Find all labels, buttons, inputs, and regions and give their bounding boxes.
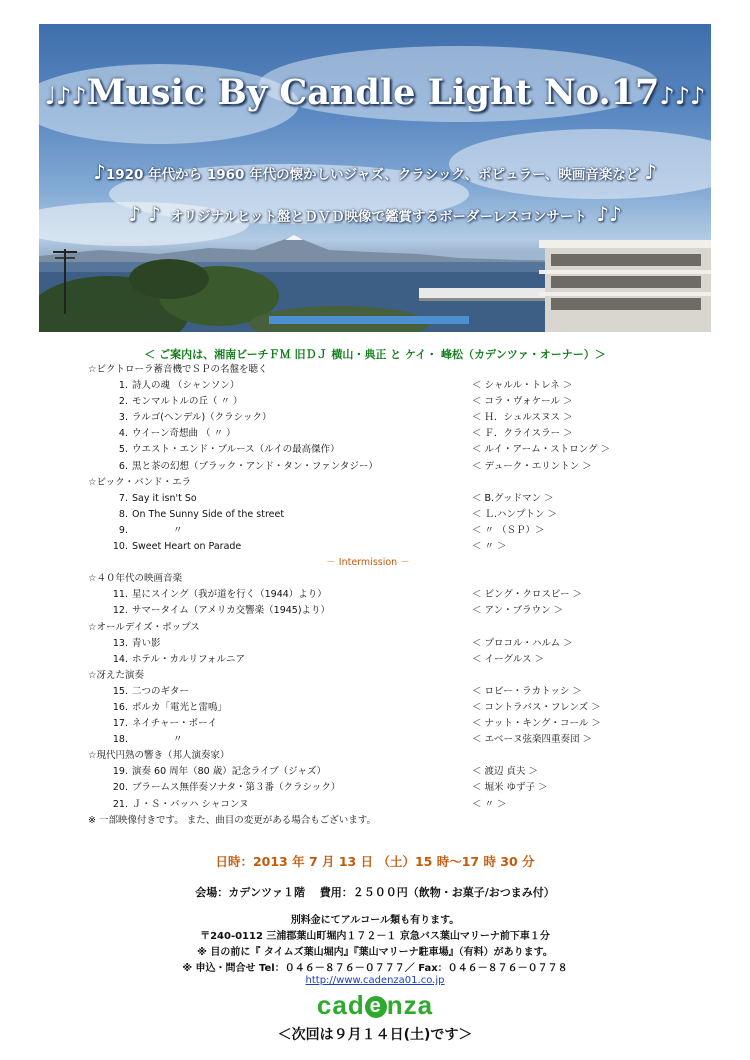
track-number: 14. (112, 653, 128, 665)
parking-note: ※ 目の前に『 タイムズ葉山堀内』『葉山マリーナ駐車場』（有料）があります。 (197, 947, 553, 958)
track-title: ウエスト・エンド・ブルース（ルイの最高傑作） (132, 444, 340, 456)
track-title: 演奏 60 周年（80 歳）記念ライブ（ジャズ） (132, 766, 326, 778)
program-item (88, 378, 648, 394)
track-title: 青い影 (132, 637, 161, 649)
program-item (88, 491, 648, 507)
track-artist: ＜ 〃 ＞ (472, 541, 507, 553)
subtitle-concept-text: オリジナルヒット盤とＤＶＤ映像で鑑賞するボーダーレスコンサート (170, 209, 587, 225)
event-title (39, 72, 711, 113)
program-item (88, 780, 648, 796)
next-event: ＜次回は９月１４日(土)です＞ (277, 1027, 473, 1043)
track-number: 19. (112, 766, 128, 778)
track-title: On The Sunny Side of the street (132, 508, 285, 520)
program-note: ※ 一部映像付きです。 また、曲目の変更がある場合もございます。 (88, 814, 376, 826)
track-artist: ＜ 〃 （ＳＰ）＞ (472, 524, 545, 536)
track-artist: ＜ コントラバス・フレンズ ＞ (472, 701, 601, 713)
track-title: 〃 (132, 734, 183, 746)
track-title: ラルゴ(ヘンデル)（クラシック） (132, 412, 272, 424)
track-artist: ＜ ロビー・ラカトッシ ＞ (472, 685, 582, 697)
website-link[interactable]: http://www.cadenza01.co.jp (305, 975, 445, 986)
venue-fee: 会場：カデンツァ１階 費用：２５００円（飲物・お菓子/おつまみ付） (195, 886, 555, 899)
program-item (88, 426, 648, 442)
track-number: 13. (112, 637, 128, 649)
section-label: ビック・バンド・エラ (96, 476, 192, 488)
program-item (88, 442, 648, 458)
track-title: 詩人の魂 （シャンソン） (132, 380, 240, 392)
track-title: Sweet Heart on Parade (132, 541, 242, 553)
track-title: サマータイム（アメリカ交響楽（1945)より） (132, 605, 331, 617)
program-item (88, 410, 648, 426)
program-item (88, 652, 648, 668)
contact-info: ※ 申込・問合せ Tel：０４６－８７６－０７７７／ Fax：０４６－８７６－０７７８ (182, 963, 568, 974)
track-artist: ＜ 渡辺 貞夫 ＞ (472, 766, 539, 778)
track-artist: ＜ エベーヌ弦楽四重奏団 ＞ (472, 734, 593, 746)
track-artist: ＜ ビング・クロスビー ＞ (472, 589, 582, 601)
program-item (88, 539, 648, 555)
track-title: 二つのギター (132, 685, 189, 697)
alcohol-note: 別料金にてアルコール類も有ります。 (290, 915, 460, 926)
music-notes-left-icon: ♩♪♪ (44, 81, 87, 110)
program-item (88, 764, 648, 780)
section-label: ビクトローラ蓄音機でＳＰの名盤を聴く (96, 364, 268, 375)
intermission-label: － Intermission － (326, 557, 410, 569)
track-artist: ＜ イーグルス ＞ (472, 653, 544, 665)
track-artist: ＜ Ｈ．シュルスヌス ＞ (472, 412, 573, 424)
event-title-text: Music By Candle Light No.17 (86, 72, 660, 113)
program-item (88, 459, 648, 475)
track-number: 20. (112, 782, 128, 794)
section-label: オールデイズ・ポップス (96, 621, 200, 633)
program-section-heading (88, 571, 648, 587)
track-number: 3. (118, 412, 128, 424)
program-item (88, 797, 648, 813)
track-number: 21. (112, 798, 128, 810)
star-icon: ☆ (88, 669, 97, 681)
section-label: ４０年代の映画音楽 (96, 573, 183, 585)
logo-text-post: nza (386, 990, 434, 1020)
track-title: ホテル・カルリフォルニア (132, 653, 246, 665)
star-icon: ☆ (88, 621, 97, 633)
program-section-heading (88, 362, 648, 378)
track-title: Ｊ・Ｓ・バッハ シャコンヌ (132, 798, 249, 810)
subtitle-genres-text: 1920 年代から 1960 年代の懐かしいジャズ、クラシック、ポピュラー、映画音楽など (105, 167, 640, 183)
track-number: 12. (112, 605, 128, 617)
section-label: 現代円熟の響き（邦人演奏家） (96, 750, 230, 762)
cadenza-logo (0, 990, 750, 1021)
program-item (88, 603, 648, 619)
track-title: ポルカ「電光と雷鳴」 (132, 701, 228, 713)
section-label: 冴えた演奏 (96, 669, 145, 681)
event-datetime: 日時：2013 年 7 月 13 日 （土）15 時～17 時 30 分 (215, 854, 535, 869)
address: 〒240-0112 三浦郡葉山町堀内１７２－１ 京急バス葉山マリーナ前下車１分 (200, 931, 550, 942)
track-artist: ＜ B.グッドマン ＞ (472, 492, 554, 504)
track-title: ブラームス無伴奏ソナタ・第３番（クラシック） (132, 782, 341, 794)
program-item (88, 732, 648, 748)
program-item (88, 587, 648, 603)
star-icon: ☆ (88, 573, 97, 585)
header-banner (39, 24, 711, 332)
track-number: 1. (118, 380, 128, 392)
website-link-row (0, 975, 750, 986)
track-artist: ＜ 〃 ＞ (472, 798, 507, 810)
program-item (88, 700, 648, 716)
track-title: 星にスイング（我が道を行く（1944）より） (132, 589, 327, 601)
program-item (88, 716, 648, 732)
music-notes-right-icon: ♪♪♪ (659, 81, 706, 110)
track-artist: ＜ Ｆ．クライスラー ＞ (472, 428, 573, 440)
track-number: 15. (112, 685, 128, 697)
logo-text-pre: cad (316, 990, 365, 1020)
music-note-icon: ♪ (644, 160, 657, 184)
music-note-icon: ♪ (93, 160, 106, 184)
music-note-icon: ♪ ♪ (128, 202, 161, 226)
track-artist: ＜ デューク・エリントン ＞ (472, 460, 592, 472)
track-artist: ＜ ナット・キング・コール ＞ (472, 718, 601, 730)
program-section-heading (88, 475, 648, 491)
program-section-heading (88, 668, 648, 684)
track-title: Say it isn't So (132, 492, 197, 504)
star-icon: ☆ (88, 364, 97, 375)
program-item (88, 394, 648, 410)
track-number: 7. (118, 492, 128, 504)
track-artist: ＜ シャルル・トレネ ＞ (472, 380, 573, 392)
star-icon: ☆ (88, 750, 97, 762)
track-number: 6. (118, 460, 128, 472)
track-title: モンマルトルの丘（ 〃 ） (132, 396, 243, 408)
host-announcement: ＜ ご案内は、湘南ビーチＦＭ 旧ＤＪ 横山・典正 と ケイ・ 峰松（カデンツァ・オーナー）＞ (144, 348, 606, 361)
track-number: 4. (118, 428, 128, 440)
logo-e-mark: e (365, 996, 387, 1018)
star-icon: ☆ (88, 476, 97, 488)
program-section-heading (88, 748, 648, 764)
program-item (88, 507, 648, 523)
track-number: 11. (112, 589, 128, 601)
subtitle-genres (39, 160, 711, 184)
track-artist: ＜ ルイ・アーム・ストロング ＞ (472, 444, 611, 456)
track-artist: ＜ 堀米 ゆず子 ＞ (472, 782, 548, 794)
track-title: 黒と茶の幻想（ブラック・アンド・タン・ファンタジー） (132, 460, 378, 472)
track-number: 18. (112, 734, 128, 746)
subtitle-concept (39, 202, 711, 226)
track-title: 〃 (132, 524, 183, 536)
track-artist: ＜ コラ・ヴォケール ＞ (472, 396, 573, 408)
track-number: 10. (112, 541, 128, 553)
program-item (88, 684, 648, 700)
track-title: ウイーン奇想曲 （ 〃 ） (132, 428, 236, 440)
track-number: 17. (112, 718, 128, 730)
track-number: 2. (118, 396, 128, 408)
track-number: 5. (118, 444, 128, 456)
program-item (88, 523, 648, 539)
program-item (88, 636, 648, 652)
track-title: ネイチャー・ボーイ (132, 718, 218, 730)
track-artist: ＜ アン・ブラウン ＞ (472, 605, 564, 617)
track-number: 9. (118, 524, 128, 536)
track-artist: ＜ Ｌ.ハンプトン ＞ (472, 508, 558, 520)
track-number: 16. (112, 701, 128, 713)
program-list (88, 362, 648, 829)
track-number: 8. (118, 508, 128, 520)
program-section-heading (88, 620, 648, 636)
track-artist: ＜ プロコル・ハルム ＞ (472, 637, 573, 649)
music-note-icon: ♪♪ (596, 202, 622, 226)
